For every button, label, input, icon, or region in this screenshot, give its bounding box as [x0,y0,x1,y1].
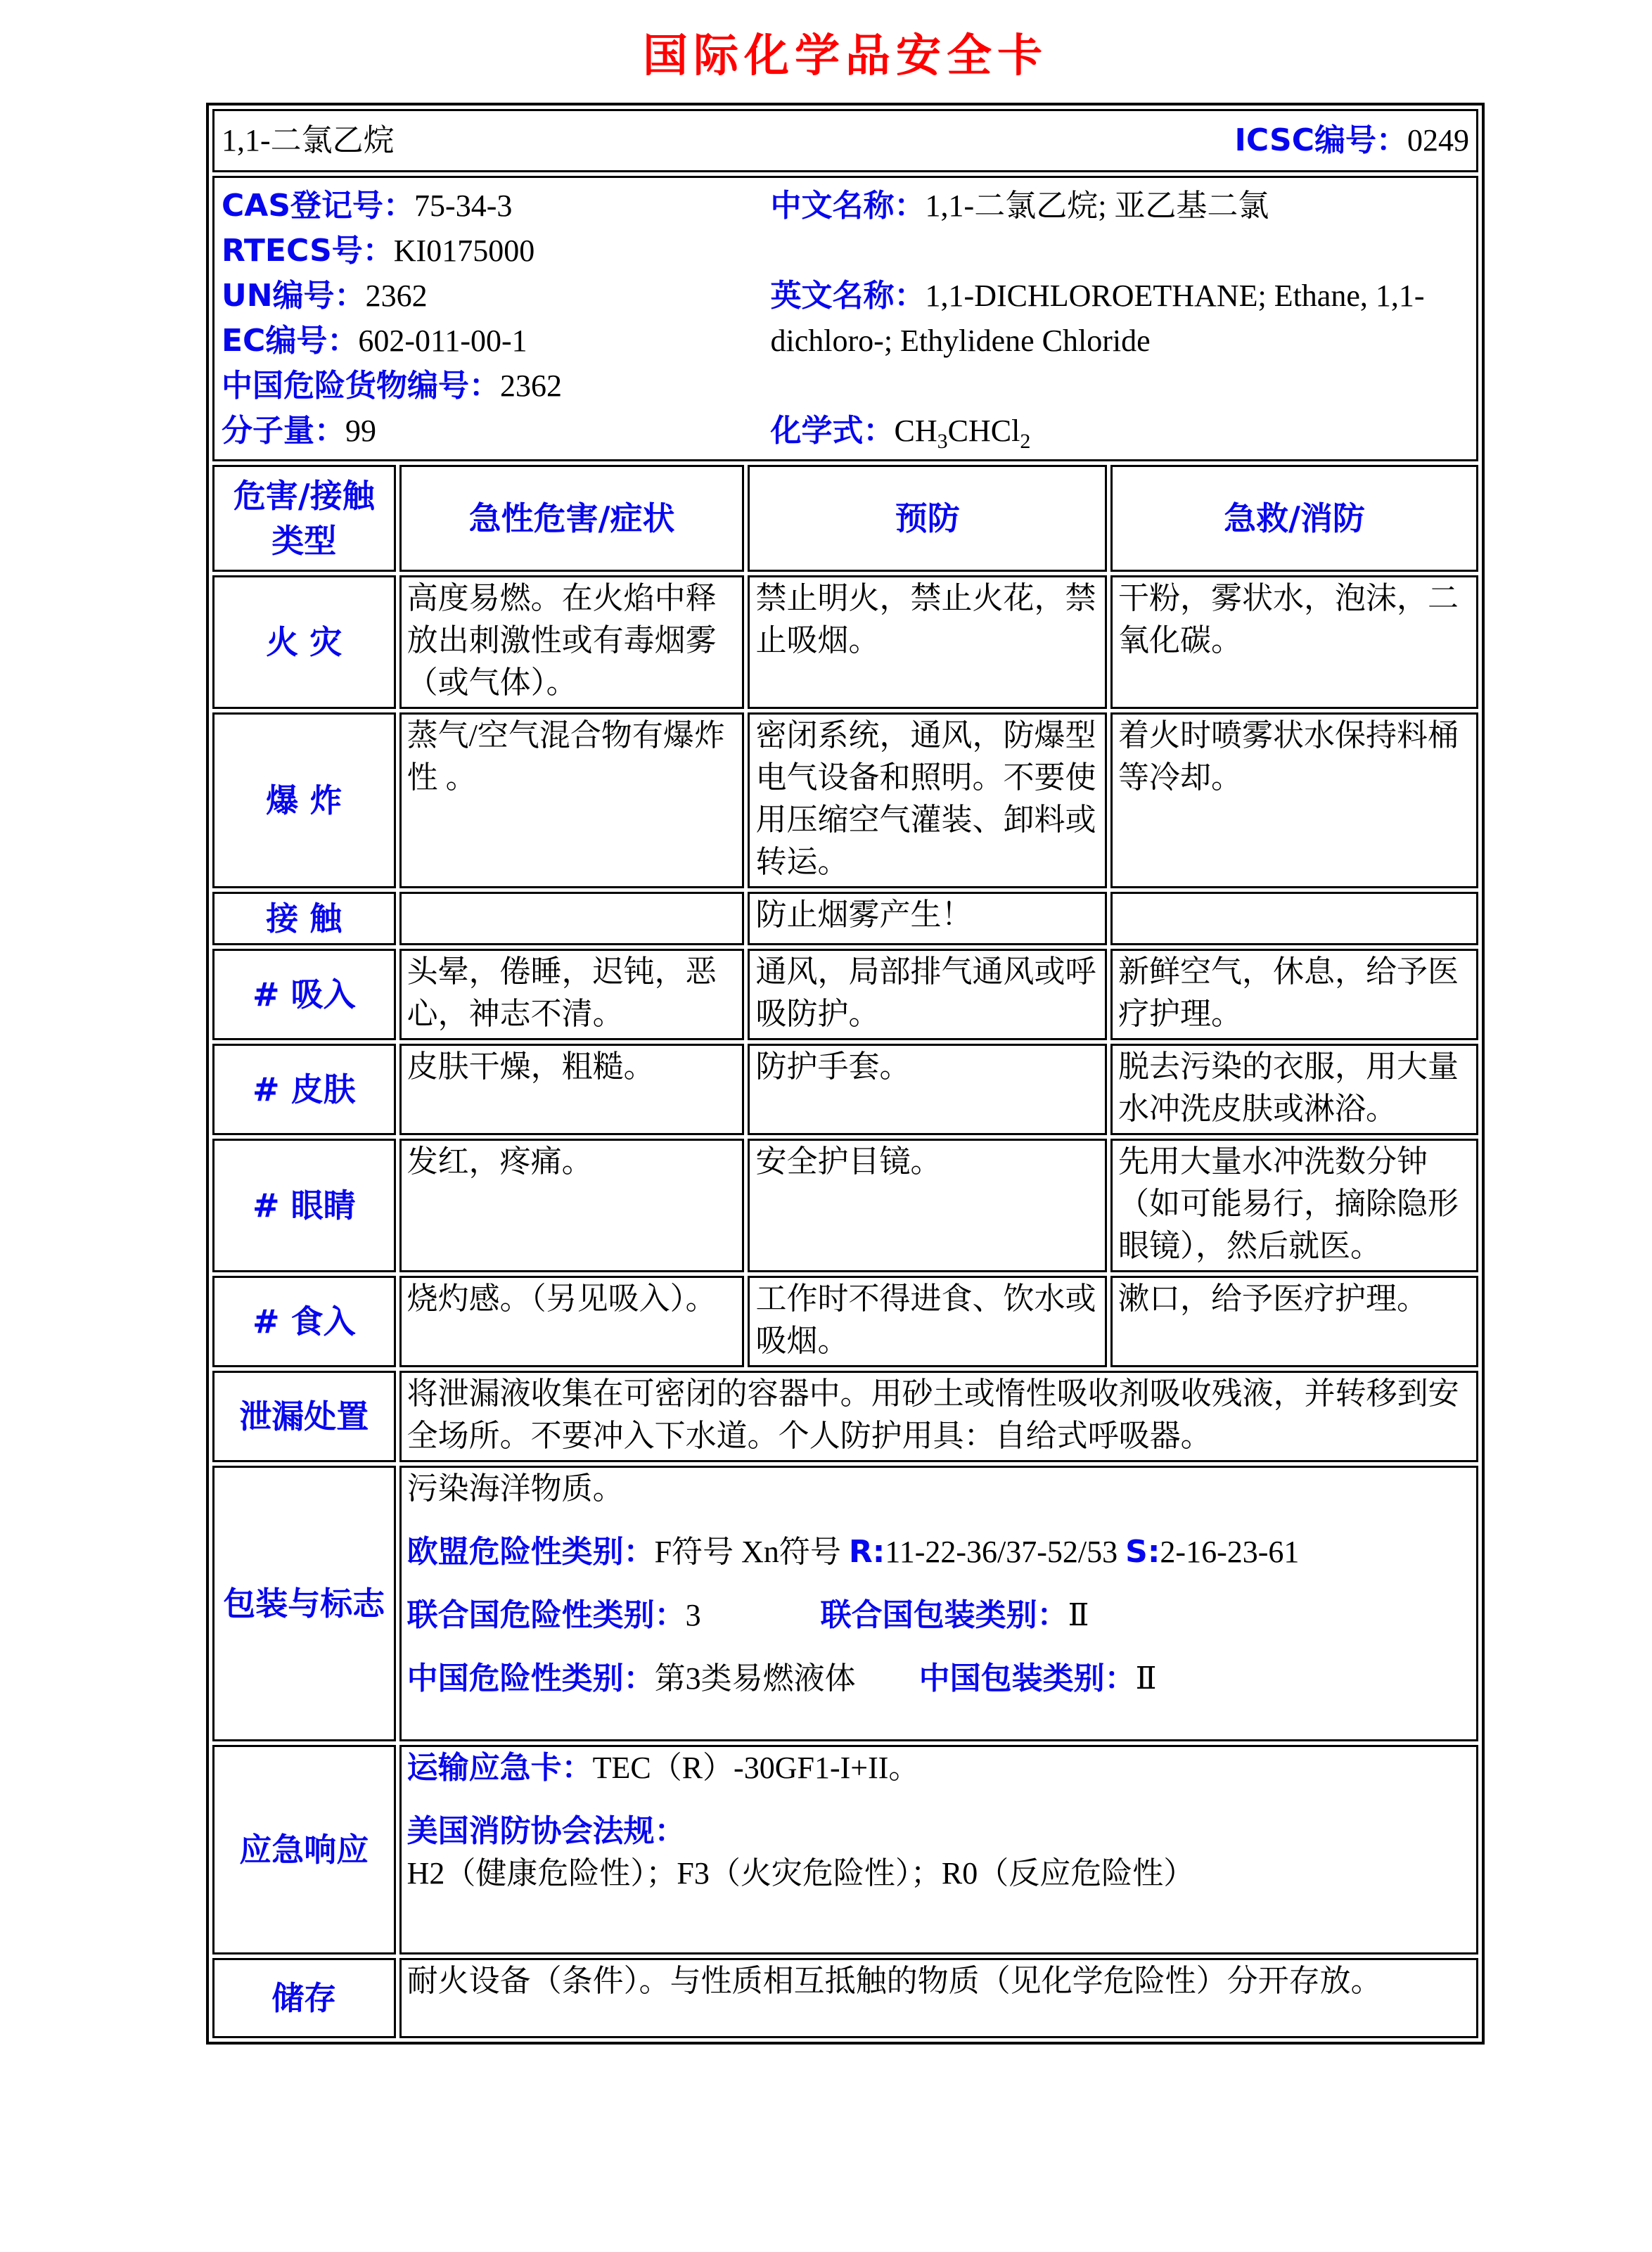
hazard-label-explosion: 爆 炸 [212,712,396,888]
molecular-weight-line: 分子量：99 [222,413,376,449]
page-title: 国际化学品安全卡 [643,30,1048,82]
hazard-row-inhalation [212,949,1478,1040]
ec-number-line: EC编号：602-011-00-1 [222,323,527,359]
ingestion-prevention: 工作时不得进食、饮水或吸烟。 [748,1276,1107,1367]
hazard-row-contact [212,892,1478,945]
fire-symptoms: 高度易燃。在火焰中释放出刺激性或有毒烟雾（或气体）。 [399,575,745,709]
china-classification-line: 中国危险性类别：第3类易燃液体 中国包装类别：Ⅱ [406,1661,1157,1696]
ingestion-firstaid: 漱口，给予医疗护理。 [1110,1276,1478,1367]
hazard-label-eyes: # 眼睛 [212,1139,396,1272]
un-number-line: UN编号：2362 [222,278,428,314]
header-firstaid: 急救/消防 [1110,465,1478,572]
packaging-content [399,1466,1478,1741]
skin-firstaid: 脱去污染的衣服，用大量水冲洗皮肤或淋浴。 [1110,1044,1478,1135]
contact-firstaid [1110,892,1478,945]
explosion-firstaid: 着火时喷雾状水保持料桶等冷却。 [1110,712,1478,888]
chemical-name: 1,1-二氯乙烷 [222,123,395,158]
spill-row [212,1371,1478,1462]
hazard-row-ingestion [212,1276,1478,1367]
storage-content: 耐火设备（条件）。与性质相互抵触的物质（见化学危险性）分开存放。 [399,1958,1478,2038]
eyes-prevention: 安全护目镜。 [748,1139,1107,1272]
contact-prevention: 防止烟雾产生！ [748,892,1107,945]
skin-symptoms: 皮肤干燥，粗糙。 [399,1044,745,1135]
hazard-label-fire: 火 灾 [212,575,396,709]
hazard-header-row [212,465,1478,572]
header-symptoms: 急性危害/症状 [399,465,745,572]
formula-line: 化学式：$CH_3CHCl_2$ [770,413,1031,453]
identification-names [771,184,1469,454]
nfpa-line: 美国消防协会法规：H2（健康危险性）；F3（火灾危险性）；R0（反应危险性） [406,1813,1195,1890]
tec-card-line: 运输应急卡：TEC（R）-30GF1-I+II。 [406,1750,920,1786]
hazard-label-ingestion: # 食入 [212,1276,396,1367]
hazard-row-explosion [212,712,1478,888]
english-name-line: 英文名称：1,1-DICHLOROETHANE; Ethane, 1,1-dichloro-; Ethylidene Chloride [770,278,1425,358]
marine-pollutant-line: 污染海洋物质。 [406,1471,624,1506]
packaging-label: 包装与标志 [212,1466,396,1741]
contact-symptoms [399,892,745,945]
identification-row [212,176,1478,461]
fire-prevention: 禁止明火，禁止火花，禁止吸烟。 [748,575,1107,709]
inhalation-prevention: 通风，局部排气通风或呼吸防护。 [748,949,1107,1040]
eu-classification-line: 欧盟危险性类别：F符号 Xn符号 R:11-22-36/37-52/53 S:2-16-23-61 [406,1534,1300,1570]
hazard-label-contact: 接 触 [212,892,396,945]
chemical-formula: $CH_3CHCl_2$ [894,414,1031,453]
storage-row [212,1958,1478,2038]
icsc-number: 0249 [1407,123,1469,158]
hazard-label-inhalation: # 吸入 [212,949,396,1040]
skin-prevention: 防护手套。 [748,1044,1107,1135]
eyes-symptoms: 发红，疼痛。 [399,1139,745,1272]
icsc-number-group [1235,120,1469,162]
packaging-row [212,1466,1478,1741]
identification-numbers [222,184,771,454]
name-row [212,109,1478,172]
spill-label: 泄漏处置 [212,1371,396,1462]
emergency-label: 应急响应 [212,1745,396,1954]
icsc-label: ICSC编号： [1234,122,1407,158]
inhalation-symptoms: 头晕，倦睡，迟钝，恶心，神志不清。 [399,949,745,1040]
eyes-firstaid: 先用大量水冲洗数分钟（如可能易行，摘除隐形眼镜），然后就医。 [1110,1139,1478,1272]
header-hazard-type: 危害/接触类型 [212,465,396,572]
safety-card-table [206,103,1485,2045]
fire-firstaid: 干粉，雾状水，泡沫，二氧化碳。 [1110,575,1478,709]
emergency-content [399,1745,1478,1954]
emergency-row [212,1745,1478,1954]
storage-label: 储存 [212,1958,396,2038]
explosion-prevention: 密闭系统，通风，防爆型电气设备和照明。不要使用压缩空气灌装、卸料或转运。 [748,712,1107,888]
hazard-label-skin: # 皮肤 [212,1044,396,1135]
inhalation-firstaid: 新鲜空气，休息，给予医疗护理。 [1110,949,1478,1040]
chinese-name-line: 中文名称：1,1-二氯乙烷; 亚乙基二氯 [770,188,1269,224]
hazard-row-eyes [212,1139,1478,1272]
china-dg-number-line: 中国危险货物编号：2362 [222,368,562,404]
hazard-row-skin [212,1044,1478,1135]
safety-card-page [206,0,1485,2045]
header-prevention: 预防 [748,465,1107,572]
spill-content: 将泄漏液收集在可密闭的容器中。用砂土或惰性吸收剂吸收残液，并转移到安全场所。不要冲入下水道。个人防护用具：自给式呼吸器。 [399,1371,1478,1462]
hazard-row-fire [212,575,1478,709]
un-classification-line: 联合国危险性类别：3 联合国包装类别：Ⅱ [406,1597,1089,1633]
cas-number-line: CAS登记号：75-34-3 [222,188,513,224]
ingestion-symptoms: 烧灼感。（另见吸入）。 [399,1276,745,1367]
explosion-symptoms: 蒸气/空气混合物有爆炸性 。 [399,712,745,888]
rtecs-number-line: RTECS号：KI0175000 [222,233,535,269]
